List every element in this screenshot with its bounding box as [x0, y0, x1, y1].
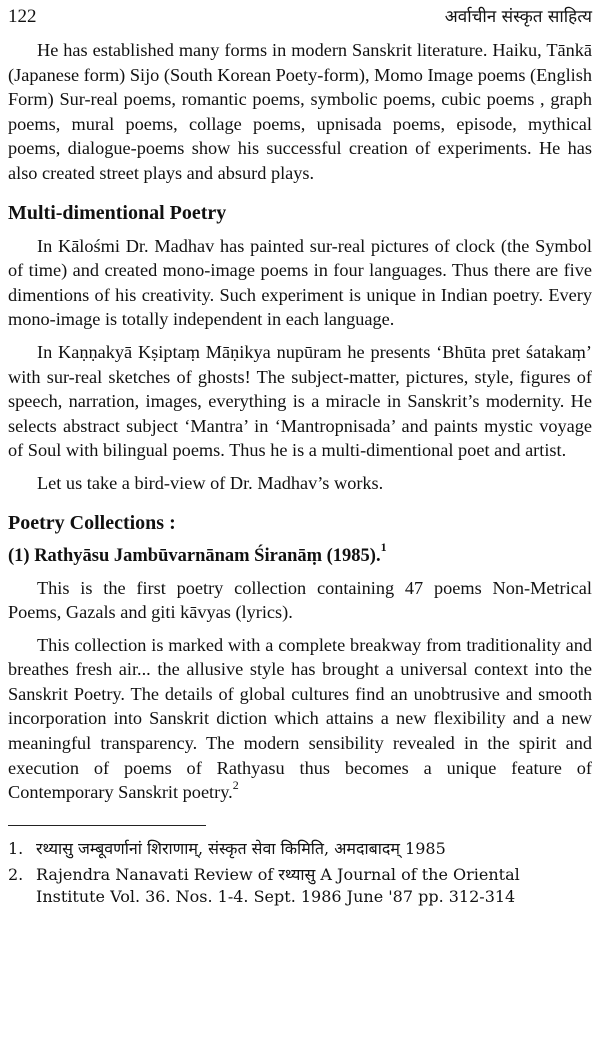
subheading-text: (1) Rathyāsu Jambūvarnānam Śiranāṃ (1985). — [8, 545, 381, 566]
page-number: 122 — [8, 6, 37, 27]
running-title: अर्वाचीन संस्कृत साहित्य — [444, 7, 592, 27]
section-heading-multidimensional: Multi-dimentional Poetry — [8, 201, 227, 224]
footnote-divider — [8, 825, 206, 826]
footnote-1 — [8, 838, 592, 860]
footnote-number: 1. — [8, 838, 24, 858]
paragraph-breakway-text: This collection is marked with a complete breakway from traditionality and breathes fresh air... the allusive style has brought a universal context into the Sanskrit Poetry. The details of global cultures find an unobtrusive and smooth incorporation into Sanskrit diction which attains a new flexibility and a new meaningful transparency. The modern sensibility revealed in the spirit and execution of poems of Rathyasu thus becomes a unique feature of Contemporary Sanskrit poetry. — [8, 634, 592, 803]
footnote-number: 2. — [8, 864, 24, 884]
paragraph-breakway — [8, 633, 592, 805]
page-header — [8, 0, 592, 36]
paragraph-kannakya: In Kaṇṇakyā Kṣiptaṃ Māṇikya nupūram he presents ‘Bhūta pret śatakaṃ’ with sur-real sketches of ghosts! The subject-matter, pictures, style, figures of speech, narration, images, everything is a miracle in Sanskrit’s modernity. He selects abstract subject ‘Mantra’ in ‘Mantropnisada’ and paints mystic voyage of Soul with bilingual poems. Thus he is a multi-dimentional poet and artist. — [8, 341, 592, 461]
footnote-text: रथ्यासु जम्बूवर्णानां शिराणाम्, संस्कृत सेवा किमिति, अमदाबादम् 1985 — [36, 838, 446, 858]
footnote-2 — [8, 864, 592, 908]
footnote-text: Rajendra Nanavati Review of रथ्यासु A Journal of the Oriental Institute Vol. 36. Nos. 1-4. Sept. 1986 June '87 pp. 312-314 — [36, 864, 520, 906]
intro-paragraph: He has established many forms in modern Sanskrit literature. Haiku, Tānkā (Japanese form) Sijo (South Korean Poety-form), Momo Image poems (English Form) Sur-real poems, romantic poems, symbolic poems, cubic poems , graph poems, mural poems, collage poems, upnisada poems, episode, mythical poems, dialogue-poems show his successful creation of experiments. He has also created street plays and absurd plays. — [8, 40, 592, 183]
subheading-rathyasu — [8, 540, 592, 568]
footnote-ref-2: 2 — [232, 778, 239, 793]
paragraph-first-collection: This is the first poetry collection containing 47 poems Non-Metrical Poems, Gazals and giti kāvyas (lyrics). — [8, 577, 592, 623]
paragraph-kalosmi: In Kālośmi Dr. Madhav has painted sur-real pictures of clock (the Symbol of time) and created mono-image poems in four languages. Thus there are five dimentions of his creativity. Such experiment is unique in Indian poetry. Every mono-image is totally independent in each language. — [8, 235, 592, 330]
footnote-ref-1: 1 — [380, 540, 387, 555]
section-heading-poetry-collections: Poetry Collections : — [8, 511, 176, 534]
paragraph-bird-view: Let us take a bird-view of Dr. Madhav’s works. — [37, 472, 384, 493]
